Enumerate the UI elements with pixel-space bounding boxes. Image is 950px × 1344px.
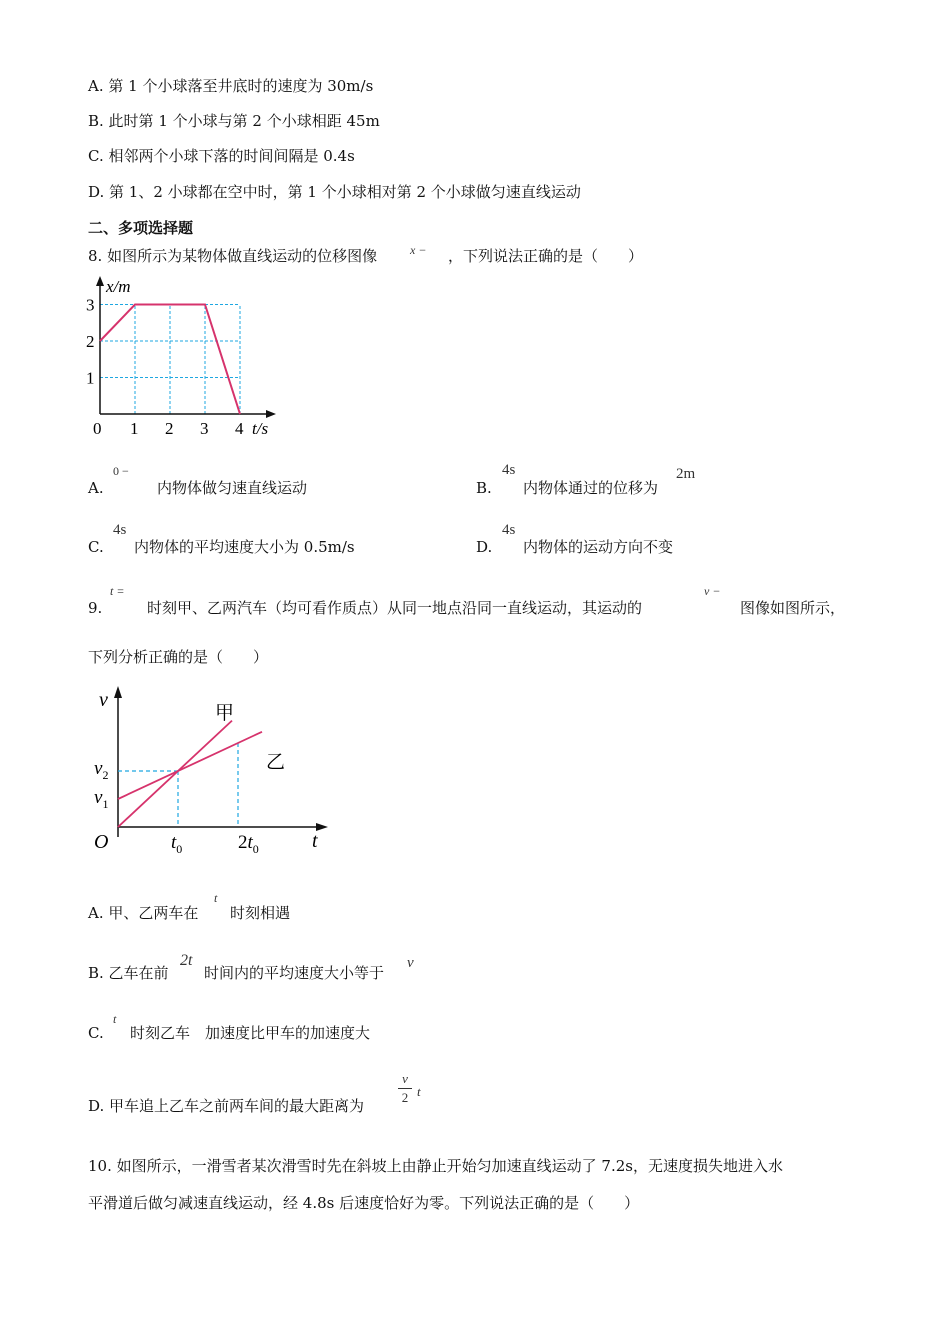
q9-stem-c: 下列分析正确的是（ ） bbox=[88, 648, 269, 666]
q8-option-c-label: C. bbox=[88, 538, 104, 556]
q8-xtick-label: 4 bbox=[235, 419, 244, 438]
q9-option-c-text2: 时刻乙车 加速度比甲车的加速度大 bbox=[130, 1024, 371, 1042]
q8-ytick-label: 2 bbox=[86, 332, 95, 351]
q8-option-b-symbol: 4s bbox=[502, 462, 516, 478]
q9-option-b-symbol: 2t bbox=[180, 952, 193, 969]
q9-option-a-text2: 时刻相遇 bbox=[230, 904, 291, 922]
q9-option-c-symbol: t bbox=[113, 1012, 117, 1026]
q9-option-d-numerator: v bbox=[402, 1071, 408, 1086]
q8-xtick-label: 0 bbox=[93, 419, 102, 438]
q8-option-a-text: 内物体做匀速直线运动 bbox=[157, 479, 308, 497]
y-axis-arrow bbox=[96, 276, 104, 286]
q9-x-axis-label: t bbox=[312, 830, 318, 852]
fraction-bar bbox=[398, 1088, 412, 1089]
q7-option-a: A. 第 1 个小球落至井底时的速度为 30m/s bbox=[88, 77, 374, 95]
q10-line-2: 平滑道后做匀减速直线运动，经 4.8s 后速度恰好为零。下列说法正确的是（ ） bbox=[88, 1194, 640, 1212]
q9-option-a-text: A. 甲、乙两车在 bbox=[88, 904, 199, 922]
q8-axes bbox=[96, 276, 276, 418]
q8-option-b-value: 2m bbox=[676, 466, 696, 482]
q8-xt-chart bbox=[80, 272, 290, 442]
q9-series-yi-label: 乙 bbox=[266, 752, 286, 773]
q9-v-symbol: v − bbox=[704, 584, 721, 598]
q9-t-symbol: t = bbox=[110, 584, 125, 598]
q8-option-d-text: 内物体的运动方向不变 bbox=[523, 538, 674, 556]
q9-option-b-symbol2: v bbox=[407, 955, 414, 971]
q8-xtick-label: 1 bbox=[130, 419, 139, 438]
q9-option-b-text2: 时间内的平均速度大小等于 bbox=[204, 964, 385, 982]
q8-stem-b: ，下列说法正确的是（ ） bbox=[448, 247, 644, 265]
q9-option-d-text: D. 甲车追上乙车之前两车间的最大距离为 bbox=[88, 1097, 365, 1115]
q8-xtick-label: 2 bbox=[165, 419, 174, 438]
x-axis-arrow bbox=[266, 410, 276, 418]
q8-option-c-symbol: 4s bbox=[113, 522, 127, 538]
q9-xtick-2t0: $2t_0$ bbox=[238, 832, 259, 856]
q9-y-axis-label: v bbox=[99, 689, 108, 711]
q9-option-a-symbol: t bbox=[214, 891, 218, 905]
q8-stem-symbol: x − bbox=[410, 243, 427, 257]
q8-grid bbox=[100, 305, 240, 415]
q9-xtick-t0: $t_0$ bbox=[171, 832, 183, 856]
q9-ytick-v1: $v_1$ bbox=[94, 787, 109, 811]
q9-option-d-symbol: t bbox=[417, 1084, 421, 1099]
section-title: 二、多项选择题 bbox=[88, 219, 194, 237]
q8-y-axis-label: x/m bbox=[106, 277, 131, 296]
q8-ytick-label: 3 bbox=[86, 295, 95, 315]
q9-stem-a: 时刻甲、乙两汽车（均可看作质点）从同一地点沿同一直线运动，其运动的 bbox=[147, 599, 643, 617]
q8-option-d-symbol: 4s bbox=[502, 522, 516, 538]
x-axis-arrow bbox=[316, 823, 328, 831]
q8-xtick-label: 3 bbox=[200, 419, 209, 438]
y-axis-arrow bbox=[114, 686, 122, 698]
q9-vt-chart bbox=[88, 682, 338, 857]
q9-guides bbox=[118, 743, 238, 827]
q7-option-c: C. 相邻两个小球下落的时间间隔是 0.4s bbox=[88, 147, 355, 165]
q9-origin-label: O bbox=[94, 831, 109, 853]
q8-stem-a: 8. 如图所示为某物体做直线运动的位移图像 bbox=[88, 247, 378, 265]
q9-option-b-text: B. 乙车在前 bbox=[88, 964, 169, 982]
q7-option-b: B. 此时第 1 个小球与第 2 个小球相距 45m bbox=[88, 112, 380, 130]
q8-option-b-label: B. bbox=[476, 479, 492, 497]
q10-line-1: 10. 如图所示，一滑雪者某次滑雪时先在斜坡上由静止开始匀加速直线运动了 7.2s，无速度损失地进入水 bbox=[88, 1157, 783, 1175]
q8-option-c-text: 内物体的平均速度大小为 0.5m/s bbox=[134, 538, 355, 556]
q9-ytick-v2: $v_2$ bbox=[94, 758, 109, 782]
q9-series-jia-line bbox=[118, 721, 232, 827]
q9-option-d-denominator: 2 bbox=[401, 1090, 409, 1105]
q8-ytick-label: 1 bbox=[86, 368, 95, 388]
q8-option-d-label: D. bbox=[476, 538, 493, 556]
q7-option-d: D. 第 1、2 小球都在空中时，第 1 个小球相对第 2 个小球做匀速直线运动 bbox=[88, 183, 581, 201]
q8-x-axis-label: t/s bbox=[252, 419, 269, 438]
q8-option-a-symbol: 0 − bbox=[113, 464, 129, 478]
q9-option-d-fraction bbox=[398, 1072, 412, 1105]
q9-series-yi-line bbox=[118, 732, 262, 799]
q9-series-jia-label: 甲 bbox=[215, 703, 235, 724]
q9-stem-b: 图像如图所示， bbox=[740, 599, 846, 617]
q8-option-b-text: 内物体通过的位移为 bbox=[523, 479, 659, 497]
q9-option-c-label: C. bbox=[88, 1024, 104, 1042]
q9-number: 9. bbox=[88, 599, 103, 617]
q8-option-a-label: A. bbox=[88, 479, 104, 497]
